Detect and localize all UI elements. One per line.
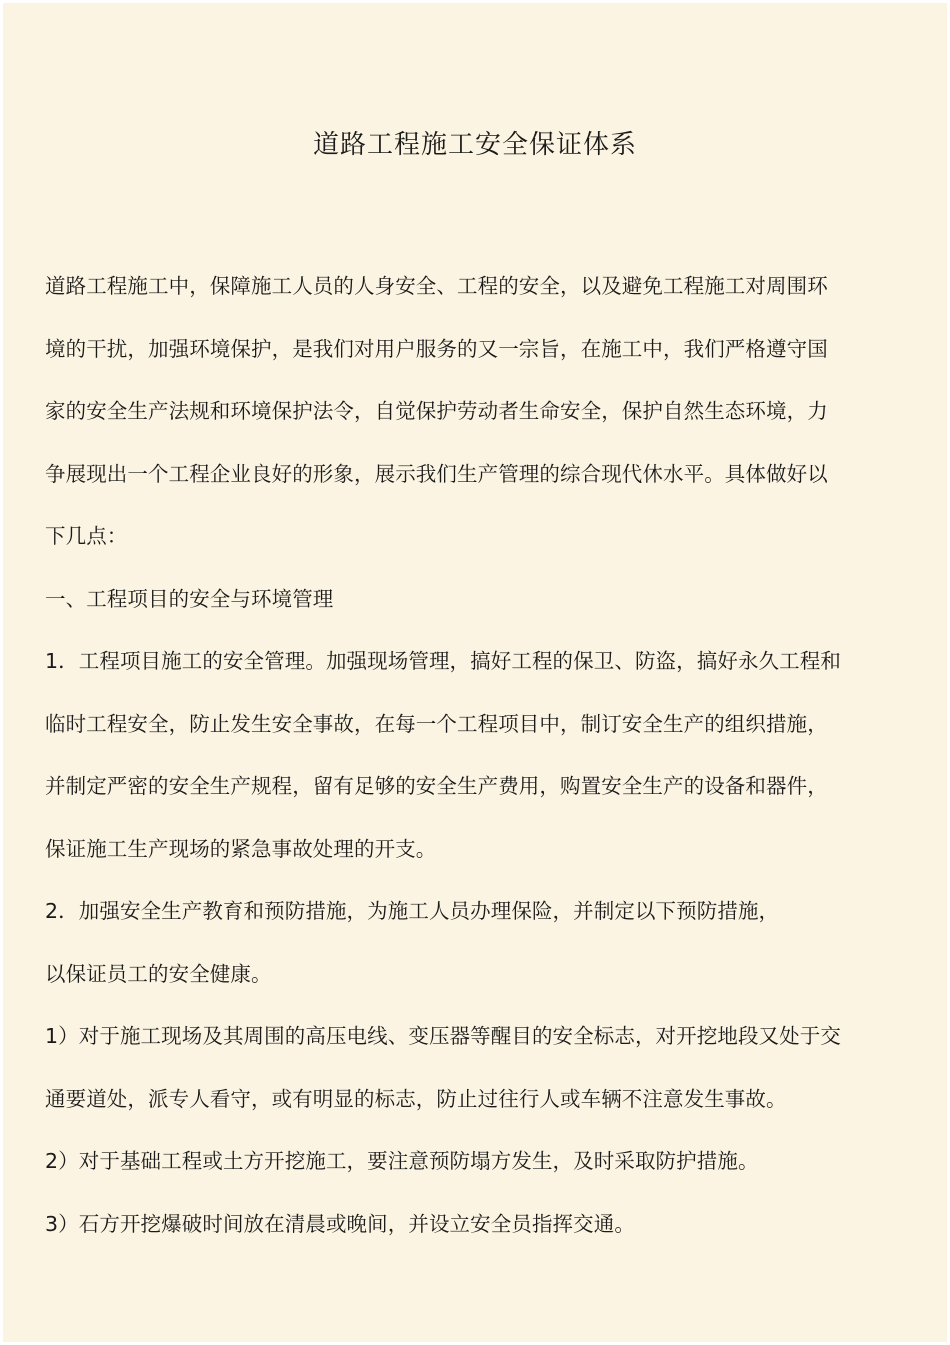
body-line: 下几点：: [45, 524, 128, 548]
body-line: 争展现出一个工程企业良好的形象，展示我们生产管理的综合现代休水平。具体做好以: [45, 461, 828, 486]
document-page: [3, 3, 947, 1342]
body-line: 并制定严密的安全生产规程，留有足够的安全生产费用，购置安全生产的设备和器件，: [45, 774, 828, 798]
body-line: 2．加强安全生产教育和预防措施，为施工人员办理保险，并制定以下预防措施，: [45, 899, 780, 923]
document-body: [45, 264, 855, 1264]
body-line: 境的干扰，加强环境保护，是我们对用户服务的又一宗旨，在施工中，我们严格遵守国: [45, 336, 828, 361]
document-title: 道路工程施工安全保证体系: [312, 130, 637, 160]
body-line: 以保证员工的安全健康。: [45, 961, 272, 986]
body-line: 2）对于基础工程或土方开挖施工，要注意预防塌方发生，及时采取防护措施。: [45, 1149, 759, 1173]
body-line: 保证施工生产现场的紧急事故处理的开支。: [45, 836, 437, 861]
body-line: 1）对于施工现场及其周围的高压电线、变压器等醒目的安全标志，对开挖地段又处于交: [45, 1024, 841, 1048]
body-line: 1．工程项目施工的安全管理。加强现场管理，搞好工程的保卫、防盗，搞好永久工程和: [45, 649, 841, 673]
body-line: 道路工程施工中，保障施工人员的人身安全、工程的安全，以及避免工程施工对周围环: [45, 274, 828, 298]
section-heading: 一、工程项目的安全与环境管理: [45, 586, 334, 611]
body-line: 通要道处，派专人看守，或有明显的标志，防止过往行人或车辆不注意发生事故。: [45, 1086, 787, 1111]
body-line: 临时工程安全，防止发生安全事故，在每一个工程项目中，制订安全生产的组织措施，: [45, 711, 828, 736]
body-line: 3）石方开挖爆破时间放在清晨或晚间，并设立安全员指挥交通。: [45, 1211, 635, 1236]
body-line: 家的安全生产法规和环境保护法令，自觉保护劳动者生命安全，保护自然生态环境，力: [45, 399, 828, 423]
